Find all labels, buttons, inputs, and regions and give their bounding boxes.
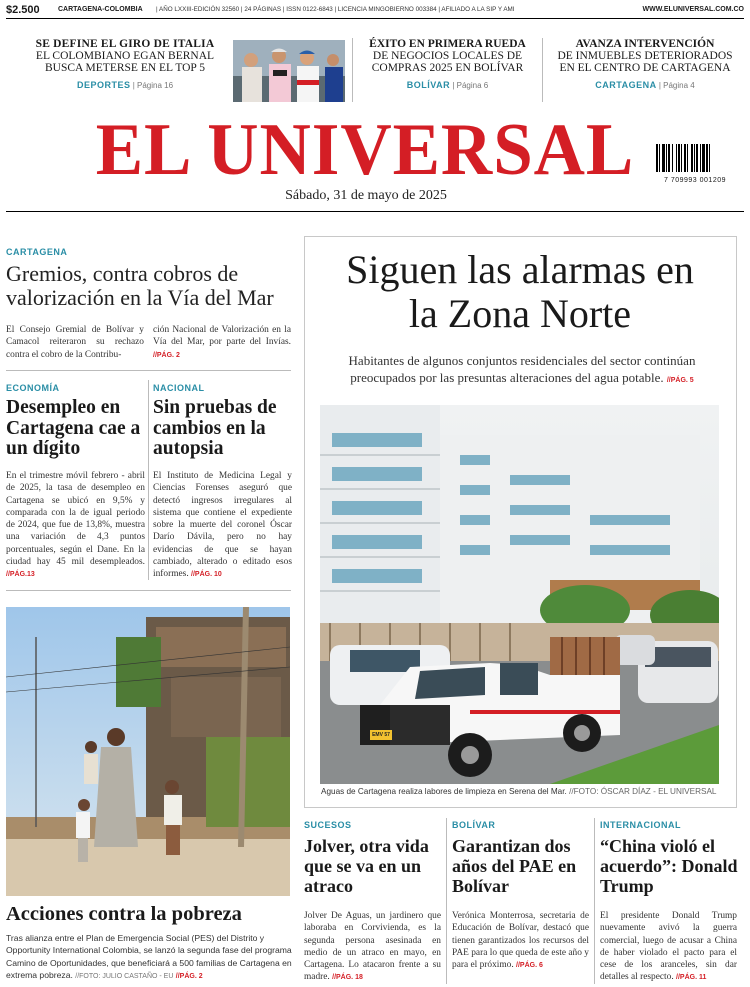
lead-photo [320,405,719,784]
teaser-deportes[interactable] [30,38,220,90]
headline-desempleo[interactable]: Desempleo en Cartagena cae a un dígito [6,397,141,459]
jolver-body-text: Jolver De Aguas, un jardinero que laboraba en Corvivienda, es la segunda persona asesinada en medio de un atraco en mayo, en Cartagena. Lo atacaron frente a su madre. [304,911,441,983]
econ-nacional-divider [148,380,149,580]
barcode-bar [676,144,677,172]
truck-plate: EMV 57 [372,732,390,738]
lead-caption [321,787,721,796]
lead-caption-text: Aguas de Cartagena realiza labores de limpieza en Serena del Mar. [321,787,567,796]
teaser-headline: AVANZA INTERVENCIÓN [575,38,715,50]
gremios-col2 [153,324,291,362]
trump-page-ref[interactable]: //PÁG. 11 [676,974,707,982]
barcode-bar [709,144,710,172]
barcode-bar [662,144,665,172]
price: $2.500 [6,4,40,16]
jolver-body [304,910,441,985]
top-bar [6,4,744,18]
lead-headline[interactable]: Siguen las alarmas en la Zona Norte [346,247,694,336]
headline-jolver[interactable]: Jolver, otra vida que se va en un atraco [304,836,429,896]
teaser-page: | Página 4 [658,81,695,90]
headline-gremios[interactable]: Gremios, contra cobros de valorización en la Vía del Mar [6,261,274,310]
bottom-divider-2 [594,818,595,984]
masthead-rule [6,211,744,212]
pobreza-body [6,932,292,983]
barcode-bar [700,144,701,172]
teaser-page: | Página 16 [132,81,174,90]
barcode-bar [684,144,686,172]
kicker-cartagena: CARTAGENA [6,247,68,257]
jolver-page-ref[interactable]: //PÁG. 18 [332,974,363,982]
teaser-sub: EL COLOMBIANO EGAN BERNAL BUSCA METERSE EN EL TOP 5 [35,50,215,74]
city-label: CARTAGENA-COLOMBIA [58,6,143,13]
pobreza-page-ref[interactable]: //PÁG. 2 [175,972,203,980]
teaser-divider-1 [352,38,353,102]
nacional-page-ref[interactable]: //PÁG. 10 [191,571,222,579]
teaser-headline: SE DEFINE EL GIRO DE ITALIA [35,38,215,50]
left-rule-1 [6,370,291,371]
edition-info: | AÑO LXXIII-EDICIÓN 32560 | 24 PÁGINAS | ISSN 0122-6843 | LICENCIA MINGOBIERNO 003384 | AFILIADO A LA SIP Y AMI [156,6,515,13]
headline-trump[interactable]: “China violó el acuerdo”: Donald Trump [600,836,738,896]
barcode-bar [681,144,682,172]
gremios-page-ref[interactable]: //PÁG. 2 [153,351,180,359]
teaser-section: CARTAGENA [595,80,657,90]
kicker-sucesos: SUCESOS [304,820,352,830]
pobreza-body-text: Tras alianza entre el Plan de Emergencia Social (PES) del Distrito y Opportunity International Colombia, se lanzó la segunda fase del programa Camino de Oportunidades, que beneficiará a 500 familias de Cartagena en extrema pobreza. [6,933,292,980]
barcode-bar [706,144,708,172]
top-rule [6,18,744,19]
teaser-divider-2 [542,38,543,102]
kicker-bolivar: BOLÍVAR [452,820,496,830]
trump-body [600,910,737,985]
barcode-bar [672,144,673,172]
barcode-number: 7 709993 001209 [664,177,726,184]
lead-photo-credit: //FOTO: ÓSCAR DÍAZ - EL UNIVERSAL [569,787,717,796]
pae-body-text: Verónica Monterrosa, secretaria de Educación de Bolívar, destacó que tienen garantizados los recursos del PAE para lo que queda de este año y para el próximo. [452,911,589,971]
headline-autopsia[interactable]: Sin pruebas de cambios en la autopsia [153,397,277,459]
teaser-section: DEPORTES [76,80,131,90]
pobreza-photo [6,607,290,896]
teaser-cartagena[interactable] [550,38,740,90]
lead-page-ref[interactable]: //PÁG. 5 [666,377,694,384]
kicker-internacional: INTERNACIONAL [600,820,681,830]
neighborhood-illustration [6,607,290,896]
bottom-divider-1 [446,818,447,984]
headline-pae[interactable]: Garantizan dos años del PAE en Bolívar [452,836,577,896]
pae-page-ref[interactable]: //PÁG. 6 [516,962,543,970]
nacional-body [153,470,292,582]
barcode-bar [691,144,693,172]
gremios-col1: El Consejo Gremial de Bolívar y Camacol reiteraron su rechazo contra el cobro de la Contribu- [6,325,144,360]
lead-deck-text: Habitantes de algunos conjuntos residenciales del sector continúan preocupados por las presuntas alteraciones del agua potable. [348,353,696,385]
economia-body-text: En el trimestre móvil febrero - abril de 2025, la tasa de desempleo en Cartagena se ubicó en 9,5% y comparada con la de igual periodo de 2024, que fue de 13,8%, muestra una variación de 4,3 puntos porcentuales, según el Dane. En la ciudad hay 45 mil desempleados. [6,471,145,568]
masthead-logo[interactable]: EL UNIVERSAL [95,109,635,191]
barcode-bar [656,144,658,172]
left-rule-2 [6,590,291,591]
pobreza-credit: //FOTO: JULIO CASTAÑO - EU [75,972,174,980]
headline-pobreza[interactable]: Acciones contra la pobreza [6,903,242,925]
cyclists-photo [233,40,345,102]
lead-deck [322,352,722,389]
gremios-col2-text: ción Nacional de Valorización en la Vía del Mar, por parte del Invías. [153,325,291,348]
teaser-section: BOLÍVAR [406,80,451,90]
teaser-sub: DE NEGOCIOS LOCALES DE COMPRAS 2025 EN BOLÍVAR [371,50,524,74]
teaser-bolivar[interactable] [360,38,535,90]
pae-body [452,910,589,972]
truck-building-illustration [320,405,719,784]
teaser-headline: ÉXITO EN PRIMERA RUEDA [369,38,526,50]
kicker-nacional: NACIONAL [153,383,205,393]
barcode-bar [687,144,688,172]
barcode-bar [696,144,698,172]
publication-date: Sábado, 31 de mayo de 2025 [285,188,447,203]
barcode-graphic [655,144,735,172]
barcode-bar [659,144,660,172]
economia-page-ref[interactable]: //PÁG.13 [6,571,35,579]
barcode-bar [694,144,695,172]
website-link[interactable]: WWW.ELUNIVERSAL.COM.CO [642,6,744,13]
kicker-economia: ECONOMÍA [6,383,60,393]
barcode-bar [678,144,680,172]
nacional-body-text: El Instituto de Medicina Legal y Ciencias Forenses aseguró que detectó ingresos irregulares al sistema que contiene el expediente sobre la muerte del coronel Óscar Darío Dávila, pero no hay evidencias de que se hayan cambiado, alterado o editado esos informes. [153,471,292,580]
trump-body-text: El presidente Donald Trump nuevamente avivó la guerra comercial, luego de acusar a China de haber violado el pacto para el cese de los aranceles, sin dar detalles al respecto. [600,911,737,983]
cyclists-illustration [233,40,345,102]
teaser-page: | Página 6 [452,81,489,90]
barcode [655,144,735,184]
barcode-bar [666,144,667,172]
teaser-sub: DE INMUEBLES DETERIORADOS EN EL CENTRO DE CARTAGENA [557,50,733,74]
barcode-bar [668,144,670,172]
economia-body [6,470,145,582]
barcode-bar [702,144,705,172]
